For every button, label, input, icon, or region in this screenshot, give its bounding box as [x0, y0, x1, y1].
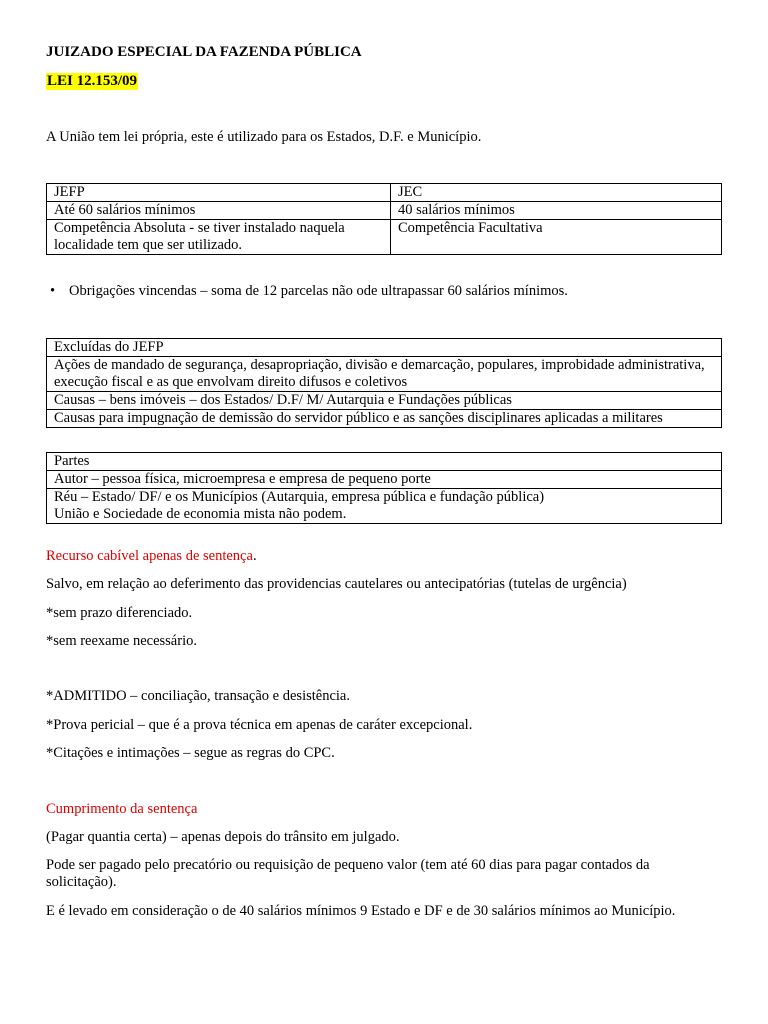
table-cell	[47, 489, 722, 524]
table-row	[47, 202, 722, 220]
table-cell: Até 60 salários mínimos	[47, 202, 391, 220]
intro-paragraph: A União tem lei própria, este é utilizado para os Estados, D.F. e Município.	[46, 129, 482, 145]
enforcement-paragraph: E é levado em consideração o de 40 salários mínimos 9 Estado e DF e de 30 salários mínimos ao Município.	[46, 903, 676, 919]
parties-table	[46, 452, 722, 524]
table-row	[47, 220, 722, 255]
table-cell: Causas para impugnação de demissão do servidor público e as sanções disciplinares aplicadas a militares	[47, 410, 722, 428]
table-row	[47, 410, 722, 428]
admitted-paragraph: *Citações e intimações – segue as regras do CPC.	[46, 745, 335, 761]
excluded-table	[46, 338, 722, 428]
table-row	[47, 357, 722, 392]
table-cell-line: União e Sociedade de economia mista não podem.	[54, 506, 347, 522]
appeal-heading	[46, 548, 257, 565]
appeal-paragraph: *sem reexame necessário.	[46, 633, 197, 649]
table-header-cell: Partes	[47, 453, 722, 471]
appeal-heading-text: Recurso cabível apenas de sentença	[46, 548, 253, 564]
table-row	[47, 471, 722, 489]
table-header-cell: Excluídas do JEFP	[47, 339, 722, 357]
table-row	[47, 339, 722, 357]
law-reference: LEI 12.153/09	[47, 73, 138, 89]
table-cell: Competência Absoluta - se tiver instalado naquela localidade tem que ser utilizado.	[47, 220, 391, 255]
bullet-dot-icon: •	[50, 283, 56, 299]
appeal-paragraph: *sem prazo diferenciado.	[46, 605, 193, 621]
table-cell: Causas – bens imóveis – dos Estados/ D.F/ M/ Autarquia e Fundações públicas	[47, 392, 722, 410]
bullet-text: Obrigações vincendas – soma de 12 parcelas não ode ultrapassar 60 salários mínimos.	[69, 283, 568, 299]
table-cell: 40 salários mínimos	[391, 202, 722, 220]
table-cell: Autor – pessoa física, microempresa e empresa de pequeno porte	[47, 471, 722, 489]
table-header-cell: JEFP	[47, 184, 391, 202]
enforcement-paragraph: (Pagar quantia certa) – apenas depois do trânsito em julgado.	[46, 829, 400, 845]
table-row	[47, 392, 722, 410]
enforcement-paragraph: Pode ser pagado pelo precatório ou requisição de pequeno valor (tem até 60 dias para pagar contados da solicitação).	[46, 857, 650, 890]
table-cell: Ações de mandado de segurança, desapropriação, divisão e demarcação, populares, improbidade administrativa, execução fiscal e as que envolvam direito difusos e coletivos	[47, 357, 722, 392]
table-header-cell: JEC	[391, 184, 722, 202]
table-cell: Competência Facultativa	[391, 220, 722, 255]
enforcement-heading: Cumprimento da sentença	[46, 801, 198, 817]
appeal-heading-suffix: .	[252, 548, 257, 564]
appeal-paragraph: Salvo, em relação ao deferimento das providencias cautelares ou antecipatórias (tutelas de urgência)	[46, 576, 627, 592]
admitted-paragraph: *ADMITIDO – conciliação, transação e desistência.	[46, 688, 350, 704]
document-title: JUIZADO ESPECIAL DA FAZENDA PÚBLICA	[46, 44, 362, 60]
table-row	[47, 489, 722, 524]
admitted-paragraph: *Prova pericial – que é a prova técnica em apenas de caráter excepcional.	[46, 717, 473, 733]
comparison-table	[46, 183, 722, 255]
table-cell-line: Réu – Estado/ DF/ e os Municípios (Autarquia, empresa pública e fundação pública)	[54, 489, 545, 505]
table-row	[47, 184, 722, 202]
table-row	[47, 453, 722, 471]
